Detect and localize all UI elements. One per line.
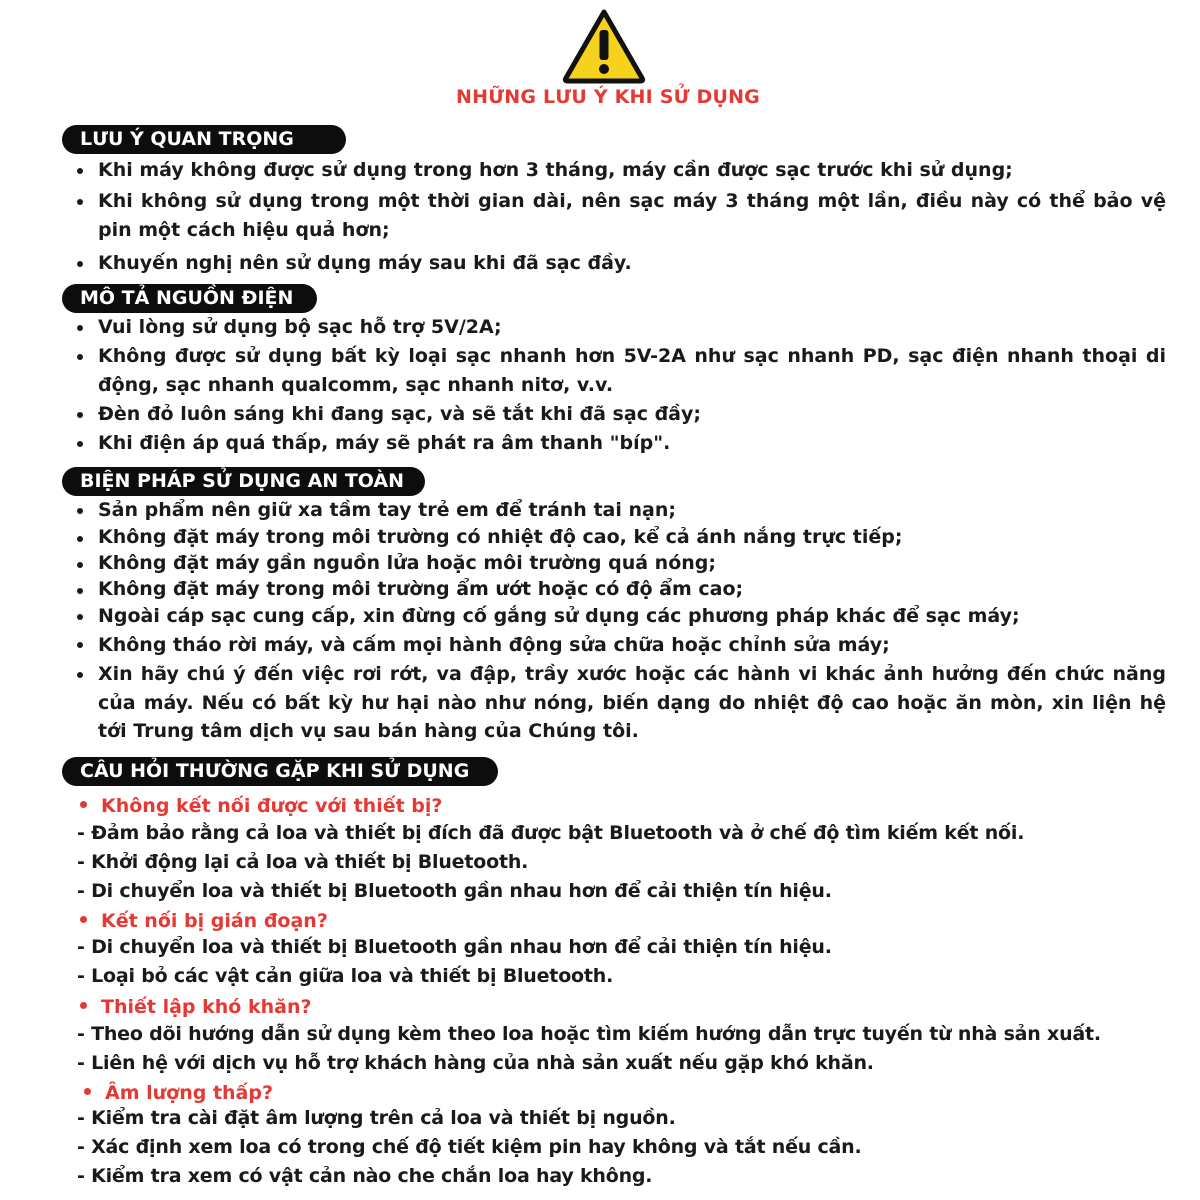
section-heading-faq: CÂU HỎI THƯỜNG GẶP KHI SỬ DỤNG bbox=[62, 757, 498, 786]
list-item: Đèn đỏ luôn sáng khi đang sạc, và sẽ tắt khi đã sạc đầy; bbox=[62, 400, 1166, 429]
list-item: Không được sử dụng bất kỳ loại sạc nhanh hơn 5V-2A như sạc nhanh PD, sạc điện nhanh thoại di động, sạc nhanh qualcomm, sạc nhanh nitơ, v.v. bbox=[62, 342, 1166, 400]
faq-question: Âm lượng thấp? bbox=[84, 1079, 273, 1107]
document-title: NHỮNG LƯU Ý KHI SỬ DỤNG bbox=[456, 86, 760, 108]
list-item: Xin hãy chú ý đến việc rơi rớt, va đập, trầy xước hoặc các hành vi khác ảnh hưởng đến chức năng của máy. Nếu có bất kỳ hư hại nào như nóng, biến dạng do nhiệt độ cao hoặc ăn mòn, xin liện hệ tới Trung tâm dịch vụ sau bán hàng của Chúng tôi. bbox=[62, 660, 1166, 746]
bullet-icon bbox=[80, 916, 87, 923]
list-item: Không đặt máy trong môi trường ẩm ướt hoặc có độ ẩm cao; bbox=[62, 576, 1166, 602]
list-item: Ngoài cáp sạc cung cấp, xin đừng cố gắng sử dụng các phương pháp khác để sạc máy; bbox=[62, 602, 1166, 630]
bullet-icon bbox=[80, 801, 87, 808]
faq-answer: - Kiểm tra xem có vật cản nào che chắn loa hay không. bbox=[77, 1165, 653, 1187]
list-item: Khuyến nghị nên sử dụng máy sau khi đã sạc đầy. bbox=[62, 249, 1166, 278]
faq-answer: - Xác định xem loa có trong chế độ tiết kiệm pin hay không và tắt nếu cần. bbox=[77, 1136, 862, 1158]
safety-measures-list bbox=[62, 496, 1166, 746]
warning-triangle-icon bbox=[562, 8, 646, 84]
faq-answer: - Loại bỏ các vật cản giữa loa và thiết bị Bluetooth. bbox=[77, 965, 614, 987]
faq-answer: - Di chuyển loa và thiết bị Bluetooth gần nhau hơn để cải thiện tín hiệu. bbox=[77, 880, 832, 902]
faq-question: Kết nối bị gián đoạn? bbox=[80, 907, 328, 935]
faq-answer: - Đảm bảo rằng cả loa và thiết bị đích đã được bật Bluetooth và ở chế độ tìm kiếm kết nối. bbox=[77, 822, 1025, 844]
important-notes-list bbox=[62, 156, 1166, 278]
faq-question: Thiết lập khó khăn? bbox=[80, 993, 312, 1021]
faq-question: Không kết nối được với thiết bị? bbox=[80, 792, 442, 820]
list-item: Không đặt máy trong môi trường có nhiệt độ cao, kể cả ánh nắng trực tiếp; bbox=[62, 524, 1166, 550]
list-item: Khi máy không được sử dụng trong hơn 3 tháng, máy cần được sạc trước khi sử dụng; bbox=[62, 156, 1166, 185]
list-item: Không tháo rời máy, và cấm mọi hành động sửa chữa hoặc chỉnh sửa máy; bbox=[62, 630, 1166, 660]
faq-answer: - Liên hệ với dịch vụ hỗ trợ khách hàng của nhà sản xuất nếu gặp khó khăn. bbox=[77, 1052, 874, 1074]
list-item: Vui lòng sử dụng bộ sạc hỗ trợ 5V/2A; bbox=[62, 313, 1166, 342]
list-item: Khi điện áp quá thấp, máy sẽ phát ra âm thanh "bíp". bbox=[62, 429, 1166, 458]
section-heading-power-description: MÔ TẢ NGUỒN ĐIỆN bbox=[62, 284, 317, 313]
bullet-icon bbox=[80, 1002, 87, 1009]
list-item: Không đặt máy gần nguồn lửa hoặc môi trường quá nóng; bbox=[62, 550, 1166, 576]
section-heading-important-notes: LƯU Ý QUAN TRỌNG bbox=[62, 125, 346, 154]
faq-answer: - Theo dõi hướng dẫn sử dụng kèm theo loa hoặc tìm kiếm hướng dẫn trực tuyến từ nhà sản xuất. bbox=[77, 1023, 1101, 1045]
section-heading-safety-measures: BIỆN PHÁP SỬ DỤNG AN TOÀN bbox=[62, 467, 425, 496]
bullet-icon bbox=[84, 1088, 91, 1095]
list-item: Khi không sử dụng trong một thời gian dài, nên sạc máy 3 tháng một lần, điều này có thể bảo vệ pin một cách hiệu quả hơn; bbox=[62, 187, 1166, 245]
power-description-list bbox=[62, 313, 1166, 458]
faq-answer: - Di chuyển loa và thiết bị Bluetooth gần nhau hơn để cải thiện tín hiệu. bbox=[77, 936, 832, 958]
faq-answer: - Khởi động lại cả loa và thiết bị Bluetooth. bbox=[77, 851, 529, 873]
faq-answer: - Kiểm tra cài đặt âm lượng trên cả loa và thiết bị nguồn. bbox=[77, 1107, 676, 1129]
list-item: Sản phẩm nên giữ xa tầm tay trẻ em để tránh tai nạn; bbox=[62, 496, 1166, 524]
